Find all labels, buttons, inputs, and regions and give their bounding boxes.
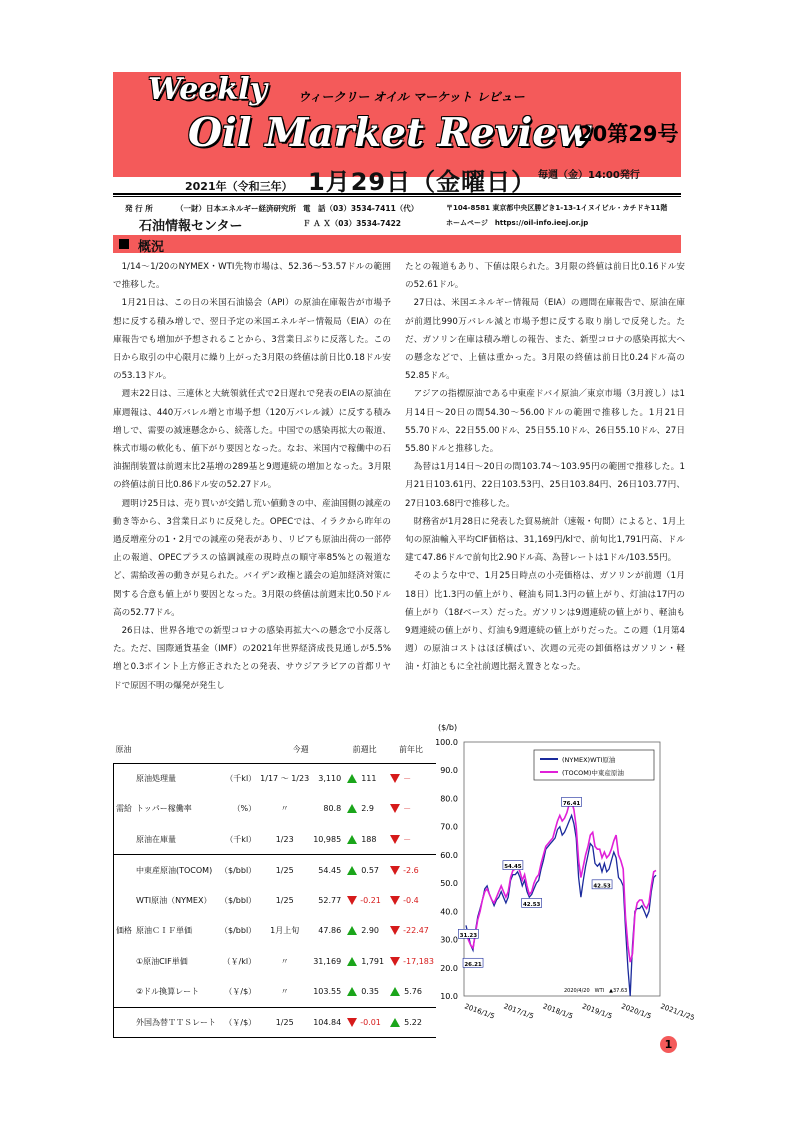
down-arrow-icon xyxy=(390,896,400,905)
up-arrow-icon xyxy=(390,987,400,996)
table-header-item: 原油 xyxy=(115,745,132,755)
y-tick-label: 80.0 xyxy=(440,794,458,804)
paragraph: 週末22日は、三連休と大統領就任式で2日遅れで発表のEIAの原油在庫週報は、440万バレル増と市場予想（120万バレル減）に反する積み増しで、需要の減速懸念から、続落した。中国での感染再拡大の報道、株式市場の軟化も、値下がり要因となった。なお、米国内で稼働中の石油掘削装置は前週末比2基増の289基と9週連続の増加となった。3月限の終値は前日比0.86ドル安の52.27ドル。 xyxy=(113,389,391,491)
section-square-icon xyxy=(119,239,129,249)
row-name: トッパー稼働率 xyxy=(136,804,192,814)
publication-year: 2021年（令和三年） xyxy=(185,180,293,193)
row-yoy: 5.76 xyxy=(404,987,422,996)
row-yoy: － xyxy=(403,774,412,783)
row-date: 1/17 ～ 1/23 xyxy=(258,763,311,794)
row-name: ②ドル換算レート xyxy=(136,987,200,996)
row-value: 31,169 xyxy=(313,956,342,966)
row-value: 104.84 xyxy=(311,1007,343,1038)
y-tick-label: 30.0 xyxy=(440,935,458,945)
up-arrow-icon xyxy=(347,774,357,783)
row-name: 外国為替ＴＴＳレート xyxy=(134,1007,218,1038)
row-value: 3,110 xyxy=(311,763,343,794)
up-arrow-icon xyxy=(347,835,357,844)
down-arrow-icon xyxy=(390,926,400,935)
row-yoy: － xyxy=(403,834,412,844)
paragraph: 1月21日は、この日の米国石油協会（API）の原油在庫報告が市場予想に反する積み増しで、翌日予定の米国エネルギー情報局（EIA）の在庫報告でも増加が予想されることから、3営業日ぶりに反落した。この日から取引の中心限月に繰り上がった3月限の終値は前日比0.18ドル安の53.13ドル。 xyxy=(113,298,391,382)
row-name: WTI原油（NYMEX） xyxy=(136,895,212,905)
publication-schedule: 毎週（金）14:00発行 xyxy=(538,170,640,181)
data-label: 42.53 xyxy=(522,901,541,908)
row-date: 1/25 xyxy=(258,1007,311,1038)
group-label-supply: 需給 xyxy=(114,763,135,855)
table-row xyxy=(114,794,436,825)
row-date: 1/25 xyxy=(275,895,294,905)
row-yoy: -2.6 xyxy=(403,865,419,875)
table-row xyxy=(114,763,436,794)
y-tick-label: 70.0 xyxy=(440,822,458,832)
row-unit: （$/bbl） xyxy=(220,926,257,936)
body-column-right xyxy=(405,258,685,677)
publisher-org: （一財）日本エネルギー経済研究所 xyxy=(176,204,296,213)
paragraph: 27日は、米国エネルギー情報局（EIA）の週間在庫報告で、原油在庫が前週比990万バレル減と市場予想に反する取り崩しで反発した。ただ、ガソリン在庫は積み増しの報告、また、新型コロナの感染再拡大への懸念などで、上値は重かった。3月限の終値は前日比0.24ドル高の52.85ドル。 xyxy=(405,298,685,382)
row-name: 原油在庫量 xyxy=(136,834,176,844)
table-header-period: 今週 xyxy=(292,745,309,755)
x-tick-label: 2016/1/5 xyxy=(463,1002,496,1021)
row-unit: （$/bbl） xyxy=(218,855,258,886)
row-yoy: -17,183 xyxy=(403,956,434,966)
y-tick-label: 50.0 xyxy=(440,879,458,889)
data-label: 42.53 xyxy=(593,883,611,890)
row-unit: （￥/$） xyxy=(218,1007,258,1038)
row-wow: 2.9 xyxy=(361,804,374,814)
header-divider-thin xyxy=(113,196,681,197)
table-header-yoy: 前年比 xyxy=(399,745,424,755)
table-row xyxy=(114,885,436,916)
issue-number: 20第29号 xyxy=(578,122,679,146)
down-arrow-icon xyxy=(390,866,400,875)
down-arrow-icon xyxy=(390,957,400,966)
y-axis-label: ($/b) xyxy=(438,723,458,732)
table-row xyxy=(114,855,436,886)
y-tick-label: 40.0 xyxy=(440,907,458,917)
y-tick-label: 90.0 xyxy=(440,766,458,776)
x-tick-label: 2020/1/5 xyxy=(620,1002,653,1021)
paragraph: 財務省が1月28日に発表した貿易統計（速報・旬間）によると、1月上旬の原油輸入平均CIF価格は、31,169円/klで、前旬比1,791円高、ドル建て47.86ドルで前旬比2.90ドル高、為替レートは1ドル/103.55円。 xyxy=(405,516,685,564)
row-yoy: 5.22 xyxy=(404,1017,422,1027)
row-date: 〃 xyxy=(280,804,289,814)
row-name: ①原油CIF単価 xyxy=(136,956,188,966)
row-value: 47.86 xyxy=(318,926,342,936)
publication-title: Oil Market Review xyxy=(188,110,591,156)
row-wow: 0.57 xyxy=(361,865,379,875)
y-tick-label: 100.0 xyxy=(435,738,458,747)
row-unit: （￥/kl） xyxy=(222,956,257,966)
publisher-label: 発 行 所 xyxy=(125,204,153,213)
x-tick-label: 2019/1/5 xyxy=(580,1002,614,1021)
row-yoy: -22.47 xyxy=(403,926,429,936)
data-label: 76.41 xyxy=(562,800,581,807)
publisher-center: 石油情報センター xyxy=(139,219,243,234)
publisher-address: 〒104-8581 東京都中央区勝どき1-13-1イヌイビル・カチドキ11階 xyxy=(446,204,668,212)
paragraph: 26日は、世界各地での新型コロナの感染再拡大への懸念で小反落した。ただ、国際通貨基金（IMF）の2021年世界経済成長見通しが5.5%増と0.3ポイント上方修正されたとの発表、サウジアラビアの首都リヤドで原因不明の爆発が発生し xyxy=(113,626,391,691)
row-name: 原油ＣＩＦ単価 xyxy=(136,926,192,936)
header-divider xyxy=(113,193,681,195)
row-date: 〃 xyxy=(280,956,289,966)
row-wow: 0.35 xyxy=(361,987,379,996)
table-row xyxy=(114,946,436,977)
row-date: 1月上旬 xyxy=(270,926,300,936)
row-wow: -0.21 xyxy=(360,895,381,905)
row-value: 10,985 xyxy=(313,834,342,844)
table-header-wow: 前週比 xyxy=(352,745,377,755)
series-line-1 xyxy=(466,801,656,962)
row-wow: 188 xyxy=(361,834,377,844)
data-label: 54.45 xyxy=(504,864,522,871)
publisher-tel: 電 話（03）3534-7411（代） xyxy=(303,204,419,213)
legend-label: (TOCOM)中東産原油 xyxy=(562,769,624,777)
y-tick-label: 20.0 xyxy=(440,963,458,973)
chart-svg xyxy=(424,720,694,1030)
row-unit: （千kl） xyxy=(218,763,258,794)
row-name: 中東産原油(TOCOM) xyxy=(134,855,218,886)
oil-price-chart xyxy=(424,720,694,1030)
up-arrow-icon xyxy=(390,1018,400,1027)
legend-label: (NYMEX)WTI原油 xyxy=(562,756,616,764)
up-arrow-icon xyxy=(347,957,357,966)
series-line-0 xyxy=(466,815,656,996)
up-arrow-icon xyxy=(347,926,357,935)
table-row xyxy=(114,824,436,855)
row-value: 103.55 xyxy=(313,987,342,996)
y-tick-label: 60.0 xyxy=(440,850,458,860)
row-unit: （$/bbl） xyxy=(220,895,257,905)
down-arrow-icon xyxy=(390,835,400,844)
x-tick-label: 2021/1/25 xyxy=(659,1002,694,1023)
body-column-left xyxy=(113,258,391,695)
up-arrow-icon xyxy=(347,804,357,813)
row-date: 1/25 xyxy=(258,855,311,886)
down-arrow-icon xyxy=(390,804,400,813)
table-row xyxy=(114,977,436,1008)
weekly-subtitle: ウィークリー オイル マーケット レビュー xyxy=(298,90,525,104)
paragraph: アジアの指標原油である中東産ドバイ原油／東京市場（3月渡し）は1月14日～20日の間54.30～56.00ドルの範囲で推移した。1月21日55.70ドル、22日55.00ドル、25日55.10ドル、26日55.10ドル、27日55.80ドルと推移した。 xyxy=(405,389,685,455)
row-value: 80.8 xyxy=(323,804,342,814)
row-name: 原油処理量 xyxy=(134,763,218,794)
paragraph: 1/14～1/20のNYMEX・WTI先物市場は、52.36～53.57ドルの範囲で推移した。 xyxy=(113,262,391,291)
paragraph: 週明け25日は、売り買いが交錯し荒い値動きの中、産油国側の減産の動き等から、3営業日ぶりに反発した。OPECでは、イラクから昨年の過反増産分の1・2月での減産の発表があり、リビアも原油出荷の一部停止の報道、OPECプラスの協調減産の現時点の順守率85%との報道など、需給改善の動きが見られた。バイデン政権と議会の追加経済対策に関する合意も値上がり要因となった。3月限の終値は前週末比0.50ドル高の52.77ドル。 xyxy=(113,498,391,618)
paragraph: たとの報道もあり、下値は限られた。3月限の終値は前日比0.16ドル安の52.61ドル。 xyxy=(405,262,685,291)
y-tick-label: 10.0 xyxy=(440,992,458,1001)
row-wow: 1,791 xyxy=(361,956,385,966)
section-title: 概況 xyxy=(138,240,165,255)
table-row xyxy=(114,1007,436,1038)
table-row xyxy=(114,916,436,947)
row-yoy: － xyxy=(403,804,412,814)
publisher-homepage[interactable]: ホームページ https://oil-info.ieej.or.jp xyxy=(446,219,589,227)
data-label: 26.21 xyxy=(464,961,482,968)
row-wow: -0.01 xyxy=(360,1017,381,1027)
page-number: 1 xyxy=(660,1036,677,1053)
down-arrow-icon xyxy=(347,1018,357,1027)
row-date: 〃 xyxy=(280,987,289,996)
x-tick-label: 2018/1/5 xyxy=(541,1002,575,1021)
up-arrow-icon xyxy=(347,866,357,875)
row-yoy: -0.4 xyxy=(403,895,419,905)
market-data-table xyxy=(113,737,434,1038)
row-wow: 2.90 xyxy=(361,926,379,936)
data-label: 31.23 xyxy=(459,932,478,939)
up-arrow-icon xyxy=(347,987,357,996)
x-tick-label: 2017/1/5 xyxy=(502,1002,535,1021)
down-arrow-icon xyxy=(390,774,400,783)
row-unit: （￥/$） xyxy=(224,987,257,996)
row-value: 52.77 xyxy=(318,895,342,905)
row-date: 1/23 xyxy=(275,834,294,844)
weekly-logo: Weekly xyxy=(148,72,268,107)
paragraph: 為替は1月14日～20日の間103.74～103.95円の範囲で推移した。1月21日103.61円、22日103.53円、25日103.84円、26日103.77円、27日103.68円で推移した。 xyxy=(405,462,685,509)
section-bar xyxy=(113,235,681,253)
row-unit: （千kl） xyxy=(225,834,257,844)
row-unit: （%） xyxy=(232,804,257,814)
row-wow: 111 xyxy=(361,774,377,783)
down-arrow-icon xyxy=(347,896,357,905)
group-label-price: 価格 xyxy=(114,855,135,1008)
paragraph: そのような中で、1月25日時点の小売価格は、ガソリンが前週（1月18日）比1.3円の値上がり、軽油も同1.3円の値上がり、灯油は17円の値上がり（18ℓベース）だった。ガソリンは9週連続の値上がり、軽油も9週連続の値上がり、灯油も9週連続の値上がりだった。この週（1月第4週）の原油コストはほぼ横ばい、次週の元売の卸価格はガソリン・軽油・灯油ともに全社前週比据え置きとなった。 xyxy=(405,571,685,673)
publication-date: 1月29日（金曜日） xyxy=(308,168,537,196)
row-value: 54.45 xyxy=(311,855,343,886)
publisher-fax: Ｆ Ａ Ｘ（03）3534-7422 xyxy=(303,219,402,228)
chart-footnote: 2020/4/20 WTI ▲37.63 xyxy=(564,988,628,994)
